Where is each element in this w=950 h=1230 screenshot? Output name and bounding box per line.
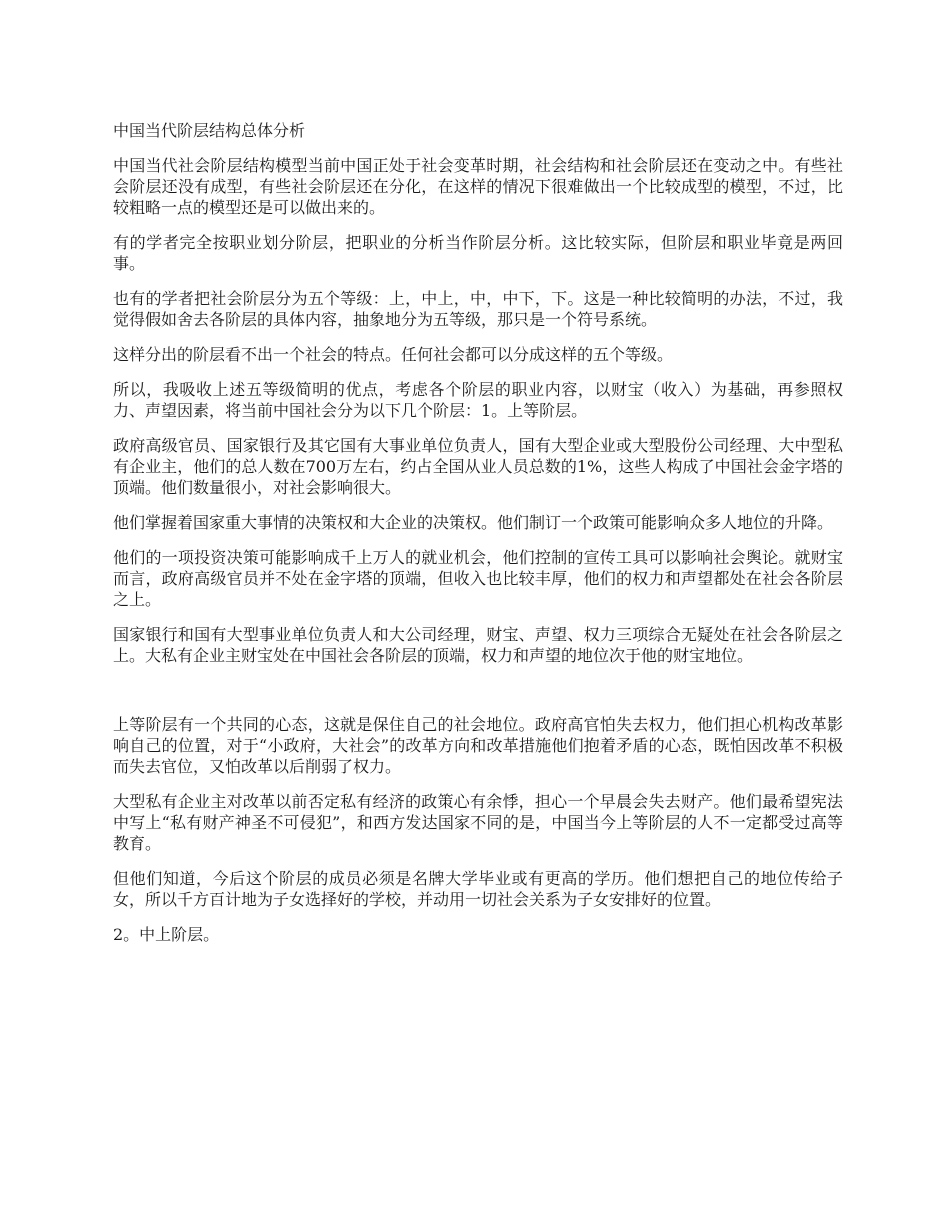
document-page — [113, 120, 843, 959]
paragraph-3: 也有的学者把社会阶层分为五个等级：上，中上，中，中下，下。这是一种比较简明的办法，不过，我觉得假如舍去各阶层的具体内容，抽象地分为五等级，那只是一个符号系统。 — [113, 289, 843, 329]
paragraph-7: 他们掌握着国家重大事情的决策权和大企业的决策权。他们制订一个政策可能影响众多人地位的升降。 — [113, 513, 834, 532]
document-title: 中国当代阶层结构总体分析 — [113, 121, 306, 140]
section-gap — [113, 680, 843, 714]
paragraph-6: 政府高级官员、国家银行及其它国有大事业单位负责人，国有大型企业或大型股份公司经理、大中型私有企业主，他们的总人数在700万左右，约占全国从业人员总数的1%，这些人构成了中国社会金字塔的顶端。他们数量很小，对社会影响很大。 — [113, 436, 843, 497]
paragraph-4: 这样分出的阶层看不出一个社会的特点。任何社会都可以分成这样的五个等级。 — [113, 345, 674, 364]
paragraph-10: 上等阶层有一个共同的心态，这就是保住自己的社会地位。政府高官怕失去权力，他们担心机构改革影响自己的位置，对于“小政府，大社会”的改革方向和改革措施他们抱着矛盾的心态，既怕因改革不积极而失去官位，又怕改革以后削弱了权力。 — [113, 715, 843, 776]
paragraph-8: 他们的一项投资决策可能影响成千上万人的就业机会，他们控制的宣传工具可以影响社会舆论。就财宝而言，政府高级官员并不处在金字塔的顶端，但收入也比较丰厚，他们的权力和声望都处在社会各阶层之上。 — [113, 548, 843, 609]
paragraph-1: 中国当代社会阶层结构模型当前中国正处于社会变革时期，社会结构和社会阶层还在变动之中。有些社会阶层还没有成型，有些社会阶层还在分化，在这样的情况下很难做出一个比较成型的模型，不过，比较粗略一点的模型还是可以做出来的。 — [113, 156, 843, 217]
paragraph-11: 大型私有企业主对改革以前否定私有经济的政策心有余悸，担心一个早晨会失去财产。他们最希望宪法中写上“私有财产神圣不可侵犯”，和西方发达国家不同的是，中国当今上等阶层的人不一定都受过高等教育。 — [113, 792, 843, 853]
paragraph-2: 有的学者完全按职业划分阶层，把职业的分析当作阶层分析。这比较实际，但阶层和职业毕竟是两回事。 — [113, 233, 843, 273]
section-heading-middle-upper: 2。中上阶层。 — [113, 925, 220, 944]
paragraph-12: 但他们知道，今后这个阶层的成员必须是名牌大学毕业或有更高的学历。他们想把自己的地位传给子女，所以千方百计地为子女选择好的学校，并动用一切社会关系为子女安排好的位置。 — [113, 869, 843, 909]
paragraph-9: 国家银行和国有大型事业单位负责人和大公司经理，财宝、声望、权力三项综合无疑处在社会各阶层之上。大私有企业主财宝处在中国社会各阶层的顶端，权力和声望的地位次于他的财宝地位。 — [113, 625, 843, 665]
paragraph-5: 所以，我吸收上述五等级简明的优点，考虑各个阶层的职业内容，以财宝（收入）为基础，再参照权力、声望因素，将当前中国社会分为以下几个阶层：1。上等阶层。 — [113, 380, 843, 420]
